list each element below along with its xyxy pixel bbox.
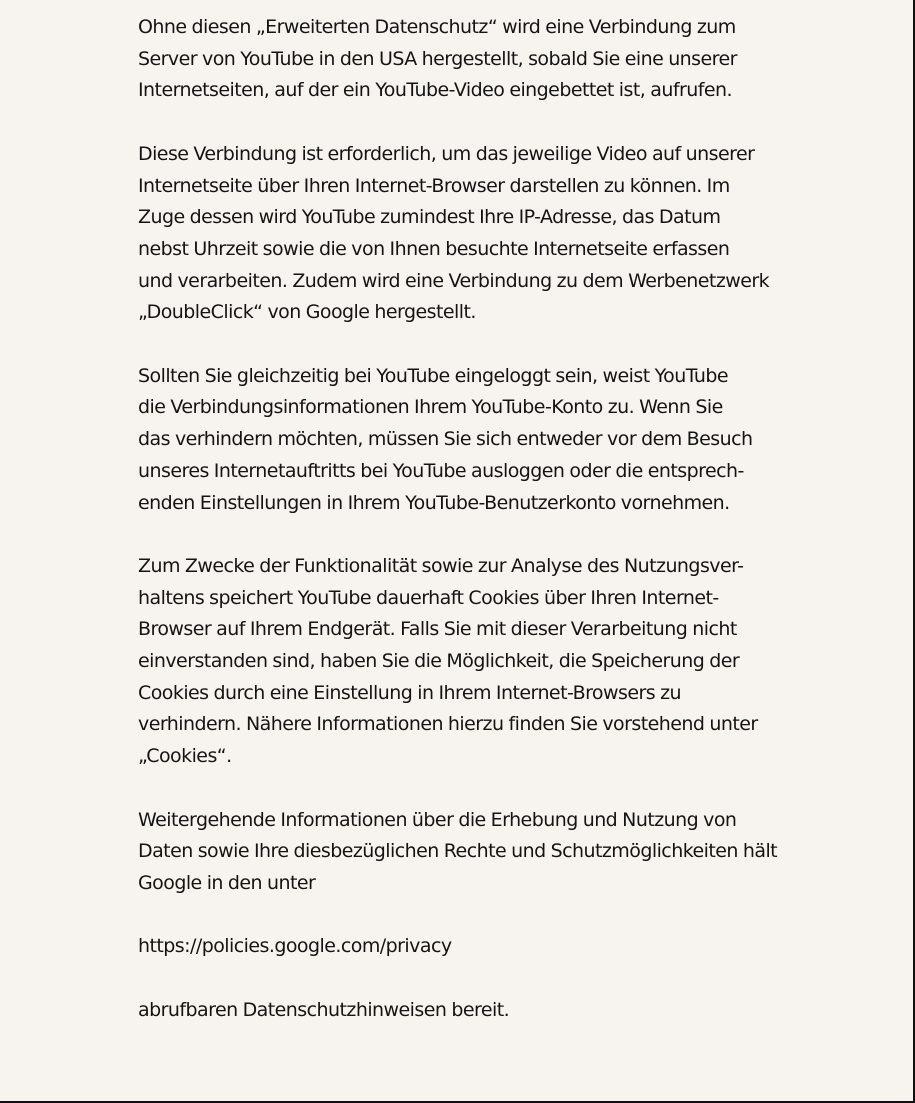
paragraph-closing [138,995,838,1027]
paragraph-cookies [138,551,838,773]
text-line: enden Einstellungen in Ihrem YouTube-Benutzerkonto vornehmen. [138,491,730,514]
text-line: Internetseite über Ihren Internet-Browser darstellen zu können. Im [138,174,730,197]
text-line: Google in den unter [138,871,316,894]
text-line: abrufbaren Datenschutzhinweisen bereit. [138,998,510,1021]
text-line: Internetseiten, auf der ein YouTube-Video eingebettet ist, aufrufen. [138,79,732,102]
google-privacy-url[interactable]: https://policies.google.com/privacy [138,935,452,958]
text-line: Cookies durch eine Einstellung in Ihrem Internet-Browsers zu [138,681,682,704]
text-line: Zum Zwecke der Funktionalität sowie zur Analyse des Nutzungsver- [138,554,744,577]
text-line: „Cookies“. [138,745,232,768]
text-line: und verarbeiten. Zudem wird eine Verbindung zu dem Werbenetzwerk [138,269,770,292]
text-line: Diese Verbindung ist erforderlich, um das jeweilige Video auf unserer [138,142,755,165]
text-line: das verhindern möchten, müssen Sie sich entweder vor dem Besuch [138,428,753,451]
text-line: Ohne diesen „Erweiterten Datenschutz“ wird eine Verbindung zum [138,16,736,38]
paragraph-connection-required [138,139,838,329]
text-line: Zuge dessen wird YouTube zumindest Ihre IP-Adresse, das Datum [138,206,721,229]
text-line: verhindern. Nähere Informationen hierzu finden Sie vorstehend unter [138,713,758,736]
paragraph-url [138,931,838,963]
privacy-text-section [138,12,838,1058]
paragraph-youtube-login [138,361,838,520]
text-line: haltens speichert YouTube dauerhaft Cookies über Ihren Internet- [138,586,719,609]
text-line: „DoubleClick“ von Google hergestellt. [138,301,476,324]
text-line: Daten sowie Ihre diesbezüglichen Rechte und Schutzmöglichkeiten hält [138,840,778,863]
text-line: unseres Internetauftritts bei YouTube ausloggen oder die entsprech- [138,459,744,482]
text-line: nebst Uhrzeit sowie die von Ihnen besuchte Internetseite erfassen [138,237,730,260]
paragraph-extended-privacy [138,12,838,107]
text-line: Weitergehende Informationen über die Erhebung und Nutzung von [138,808,737,831]
text-line: Server von YouTube in den USA hergestellt, sobald Sie eine unserer [138,47,737,70]
paragraph-further-information [138,805,838,900]
text-line: Sollten Sie gleichzeitig bei YouTube eingeloggt sein, weist YouTube [138,364,729,387]
text-line: die Verbindungsinformationen Ihrem YouTube-Konto zu. Wenn Sie [138,396,723,419]
text-line: einverstanden sind, haben Sie die Möglichkeit, die Speicherung der [138,650,740,673]
text-line: Browser auf Ihrem Endgerät. Falls Sie mit dieser Verarbeitung nicht [138,618,737,641]
